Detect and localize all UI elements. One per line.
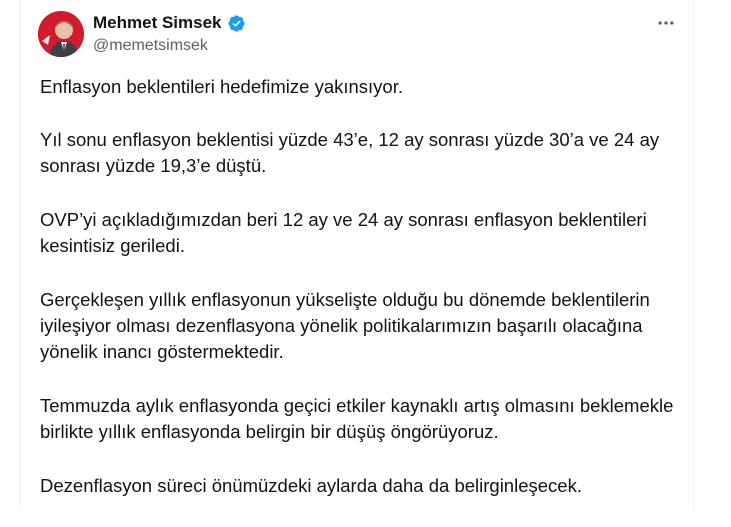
tweet-paragraph: Gerçekleşen yıllık enflasyonun yükselişte olduğu bu dönemde beklentilerin iyileşiyor olması dezenflasyona yönelik politikalarımızın başarılı olacağına yönelik inancı göstermektedir. [40,289,650,362]
profile-photo-icon [38,11,84,57]
tweet-paragraph: Dezenflasyon süreci önümüzdeki aylarda daha da belirginleşecek. [40,475,582,496]
author-name[interactable]: Mehmet Simsek [93,13,222,32]
verified-badge-icon [227,14,246,33]
tweet-paragraph: Yıl sonu enflasyon beklentisi yüzde 43’e, 12 ay sonrası yüzde 30’a ve 24 ay sonrası yüzde 19,3’e düştü. [40,129,660,176]
tweet-paragraph: Enflasyon beklentileri hedefimize yakınsıyor. [40,76,403,97]
author-handle[interactable]: @memetsimsek [93,37,208,54]
tweet-paragraph: OVP’yi açıkladığımızdan beri 12 ay ve 24 ay sonrası enflasyon beklentileri kesintisiz geriledi. [40,209,647,256]
tweet-text [40,74,680,527]
more-horizontal-icon [656,13,676,33]
more-options-button[interactable] [652,9,680,37]
author-name-row [93,13,246,33]
avatar[interactable] [38,11,84,57]
tweet-paragraph: Temmuzda aylık enflasyonda geçici etkiler kaynaklı artış olmasını beklemekle birlikte yıllık enflasyonda belirgin bir düşüş öngörüyoruz. [40,395,674,442]
